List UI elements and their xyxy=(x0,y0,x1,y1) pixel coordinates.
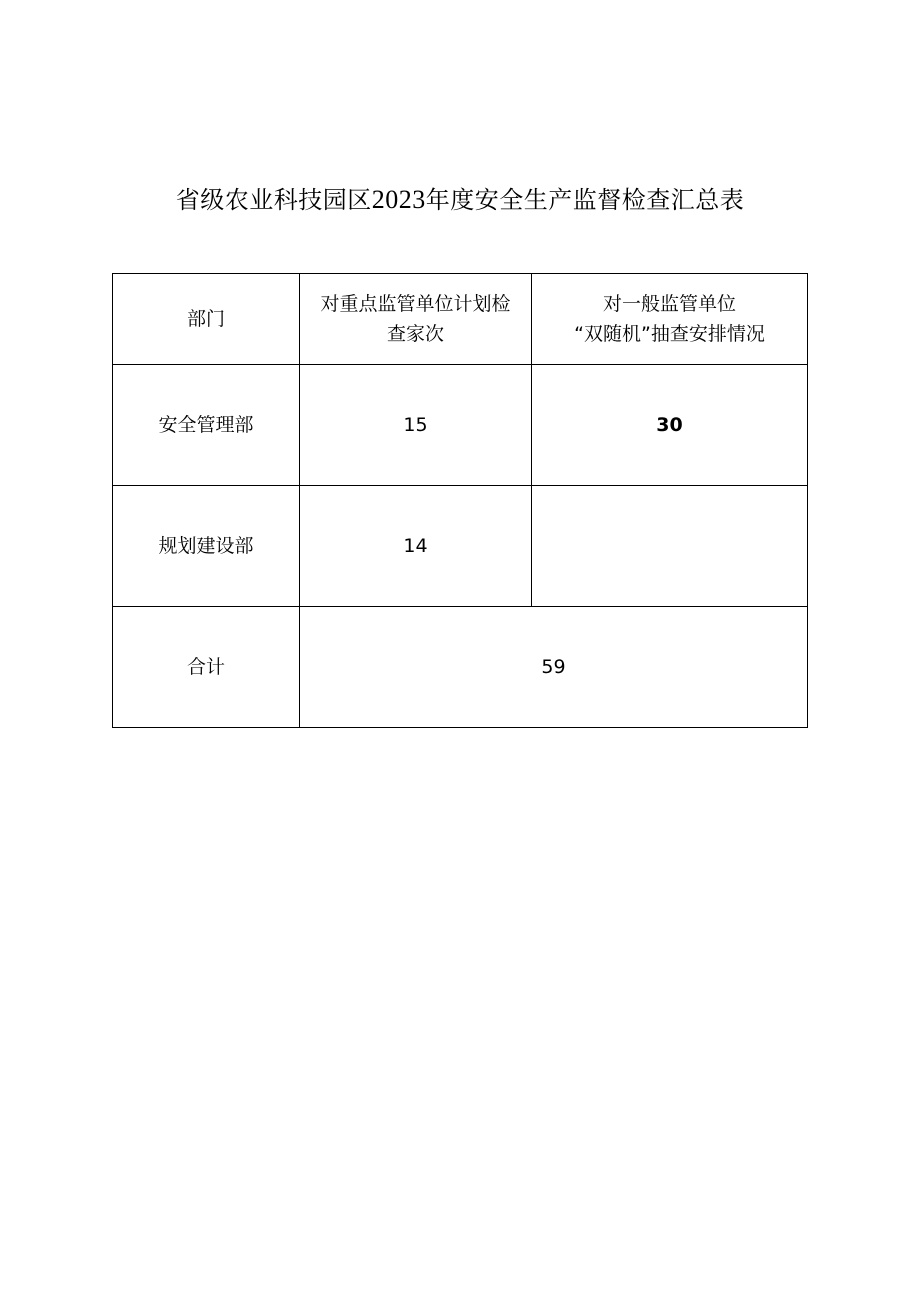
page-title xyxy=(0,180,920,220)
total-label-cell: 合计 xyxy=(113,607,300,728)
header-general-line1: 对一般监管单位 xyxy=(602,293,736,315)
department-cell: 规划建设部 xyxy=(113,486,300,607)
key-count-cell: 15 xyxy=(300,365,532,486)
key-count-cell: 14 xyxy=(300,486,532,607)
header-general-line2: “双随机”抽查安排情况 xyxy=(574,323,765,345)
table-row xyxy=(113,365,808,486)
department-cell: 安全管理部 xyxy=(113,365,300,486)
general-count-cell: 30 xyxy=(532,365,808,486)
header-key-line1: 对重点监管单位计划检 xyxy=(320,293,511,315)
header-key-inspections xyxy=(300,274,532,365)
title-suffix: 年度安全生产监督检查汇总表 xyxy=(425,186,745,214)
summary-table xyxy=(112,273,808,728)
total-row xyxy=(113,607,808,728)
title-year: 2023 xyxy=(371,185,426,214)
general-count-cell xyxy=(532,486,808,607)
header-general-inspections xyxy=(532,274,808,365)
header-key-line2: 查家次 xyxy=(386,323,444,345)
total-value-cell: 59 xyxy=(300,607,808,728)
title-prefix: 省级农业科技园区 xyxy=(175,186,372,214)
table-header-row xyxy=(113,274,808,365)
table-row xyxy=(113,486,808,607)
header-department: 部门 xyxy=(113,274,300,365)
